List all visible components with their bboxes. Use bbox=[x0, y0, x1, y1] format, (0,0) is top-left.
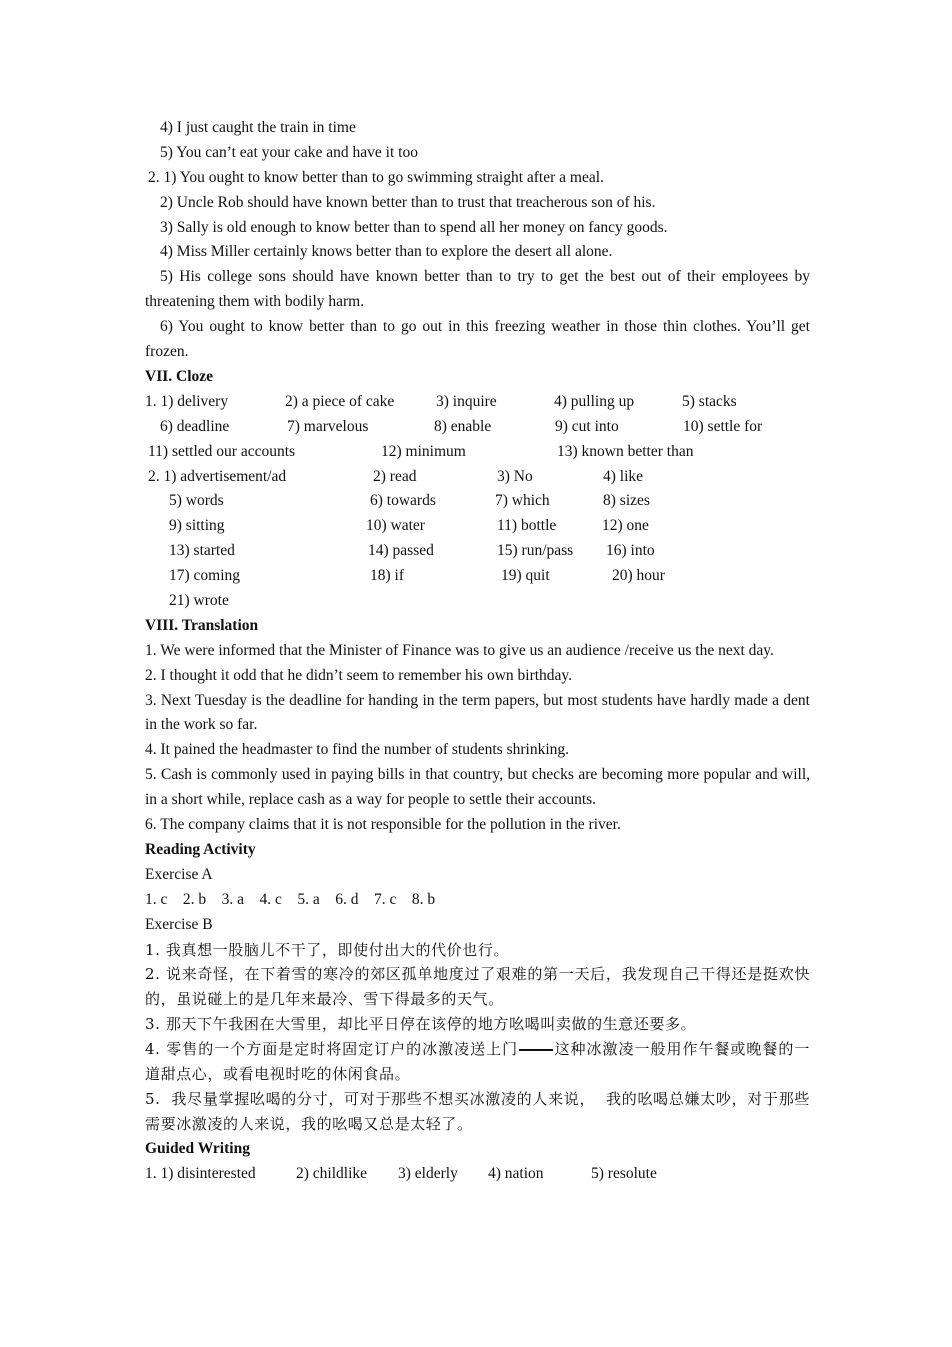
cloze-answer: 4) pulling up bbox=[554, 392, 635, 410]
cloze-answer: 10) water bbox=[366, 517, 425, 535]
translation-item: 1. We were informed that the Minister of Finance was to give us an audience /receive us the next day. bbox=[145, 641, 774, 659]
exercise-b-item: 1. 我真想一股脑儿不干了，即使付出大的代价也行。 bbox=[145, 940, 510, 959]
cloze-row bbox=[145, 589, 810, 614]
cloze-answer: 2) a piece of cake bbox=[285, 392, 395, 410]
cloze-answer: 10) settle for bbox=[683, 417, 763, 435]
cloze-answer: 11) settled our accounts bbox=[148, 442, 296, 460]
answer-line: 2) Uncle Rob should have known better than to trust that treacherous son of his. bbox=[160, 193, 656, 211]
translation-item: 3. Next Tuesday is the deadline for handing in the term papers, but most students have hardly made a dent in the work so far. bbox=[145, 691, 810, 734]
guided-answer: 2) childlike bbox=[296, 1164, 368, 1182]
cloze-answer: 13) started bbox=[169, 542, 235, 560]
cloze-answer: 11) bottle bbox=[497, 517, 557, 535]
answer-paragraph: 5) His college sons should have known better than to try to get the best out of their employees by threatening them with bodily harm. bbox=[145, 268, 810, 311]
cloze-answer: 6) deadline bbox=[160, 417, 230, 435]
cloze-answer: 13) known better than bbox=[557, 442, 694, 460]
guided-answer: 3) elderly bbox=[398, 1164, 458, 1182]
cloze-answer: 4) like bbox=[603, 467, 644, 485]
translation-item: 5. Cash is commonly used in paying bills in that country, but checks are becoming more popular and will, in a short while, replace cash as a way for people to settle their accounts. bbox=[145, 766, 810, 809]
cloze-row bbox=[145, 465, 810, 490]
exercise-a-answers: 1. c 2. b 3. a 4. c 5. a 6. d 7. c 8. b bbox=[145, 890, 436, 908]
cloze-row bbox=[145, 514, 810, 539]
cloze-answer: 12) minimum bbox=[381, 442, 466, 460]
cloze-row bbox=[145, 415, 810, 440]
exercise-b-item: 3. 那天下午我困在大雪里，却比平日停在该停的地方吆喝叫卖做的生意还要多。 bbox=[145, 1015, 697, 1034]
cloze-row bbox=[145, 390, 810, 415]
answer-paragraph: 6) You ought to know better than to go out in this freezing weather in those thin clothes. You’ll get frozen. bbox=[145, 318, 810, 361]
em-dash-rule bbox=[519, 1049, 553, 1051]
answer-line: 5) You can’t eat your cake and have it too bbox=[160, 143, 418, 161]
translation-item: 6. The company claims that it is not responsible for the pollution in the river. bbox=[145, 816, 621, 834]
guided-writing-row bbox=[145, 1162, 810, 1187]
cloze-answer: 19) quit bbox=[501, 567, 550, 585]
cloze-answer: 9) cut into bbox=[555, 417, 619, 435]
cloze-answer: 12) one bbox=[602, 517, 649, 535]
cloze-answer: 5) stacks bbox=[682, 392, 737, 410]
guided-answer: 1. 1) disinterested bbox=[145, 1164, 256, 1182]
cloze-answer: 20) hour bbox=[612, 567, 665, 585]
cloze-answer: 2) read bbox=[373, 467, 417, 485]
answer-key-content bbox=[145, 116, 810, 1187]
cloze-answer: 18) if bbox=[370, 567, 405, 585]
cloze-answer: 7) marvelous bbox=[287, 417, 369, 435]
answer-line: 4) Miss Miller certainly knows better than to explore the desert all alone. bbox=[160, 243, 613, 261]
exercise-b-item bbox=[145, 1037, 810, 1087]
exercise-b-item: 5. 我尽量掌握吆喝的分寸，可对于那些不想买冰激凌的人来说， 我的吆喝总嫌太吵，对于那些需要冰激凌的人来说，我的吆喝又总是太轻了。 bbox=[145, 1089, 810, 1133]
exercise-b-label: Exercise B bbox=[145, 915, 213, 933]
section-heading-cloze: VII. Cloze bbox=[145, 367, 214, 385]
exercise-a-label: Exercise A bbox=[145, 865, 213, 883]
cloze-answer: 15) run/pass bbox=[497, 542, 574, 560]
cloze-answer: 8) sizes bbox=[603, 492, 650, 510]
answer-line: 4) I just caught the train in time bbox=[160, 119, 356, 136]
cloze-answer: 7) which bbox=[495, 492, 550, 510]
cloze-row bbox=[145, 440, 810, 465]
cloze-answer: 1. 1) delivery bbox=[145, 392, 229, 410]
cloze-answer: 17) coming bbox=[169, 567, 241, 585]
section-heading-guided-writing: Guided Writing bbox=[145, 1139, 250, 1157]
cloze-answer: 8) enable bbox=[434, 417, 492, 435]
answer-line: 3) Sally is old enough to know better than to spend all her money on fancy goods. bbox=[160, 218, 668, 236]
cloze-row bbox=[145, 489, 810, 514]
cloze-answer: 9) sitting bbox=[169, 517, 225, 535]
translation-item: 4. It pained the headmaster to find the number of students shrinking. bbox=[145, 741, 570, 759]
translation-item: 2. I thought it odd that he didn’t seem to remember his own birthday. bbox=[145, 666, 573, 684]
cloze-answer: 16) into bbox=[606, 542, 655, 560]
cloze-answer: 3) inquire bbox=[436, 392, 497, 410]
cloze-answer: 14) passed bbox=[368, 542, 434, 560]
exercise-b-item-part: 这种冰激凌一般用作午餐或晚餐的一道甜点心，或看电视时吃的休闲食品。 bbox=[145, 1040, 810, 1084]
exercise-b-item-part: 4. 零售的一个方面是定时将固定订户的冰激凌送上门 bbox=[145, 1040, 519, 1059]
section-heading-reading: Reading Activity bbox=[145, 840, 256, 858]
cloze-answer: 21) wrote bbox=[169, 591, 229, 609]
answer-line: 2. 1) You ought to know better than to go swimming straight after a meal. bbox=[148, 168, 604, 186]
cloze-answer: 6) towards bbox=[370, 492, 436, 510]
cloze-answer: 5) words bbox=[169, 492, 224, 510]
guided-answer: 4) nation bbox=[488, 1164, 544, 1182]
guided-answer: 5) resolute bbox=[591, 1164, 657, 1182]
cloze-answer: 3) No bbox=[497, 467, 533, 485]
cloze-row bbox=[145, 539, 810, 564]
cloze-row bbox=[145, 564, 810, 589]
cloze-answer: 2. 1) advertisement/ad bbox=[148, 467, 287, 485]
section-heading-translation: VIII. Translation bbox=[145, 616, 259, 634]
exercise-b-item: 2. 说来奇怪，在下着雪的寒冷的郊区孤单地度过了艰难的第一天后，我发现自己干得还是挺欢快的，虽说碰上的是几年来最冷、雪下得最多的天气。 bbox=[145, 965, 810, 1009]
